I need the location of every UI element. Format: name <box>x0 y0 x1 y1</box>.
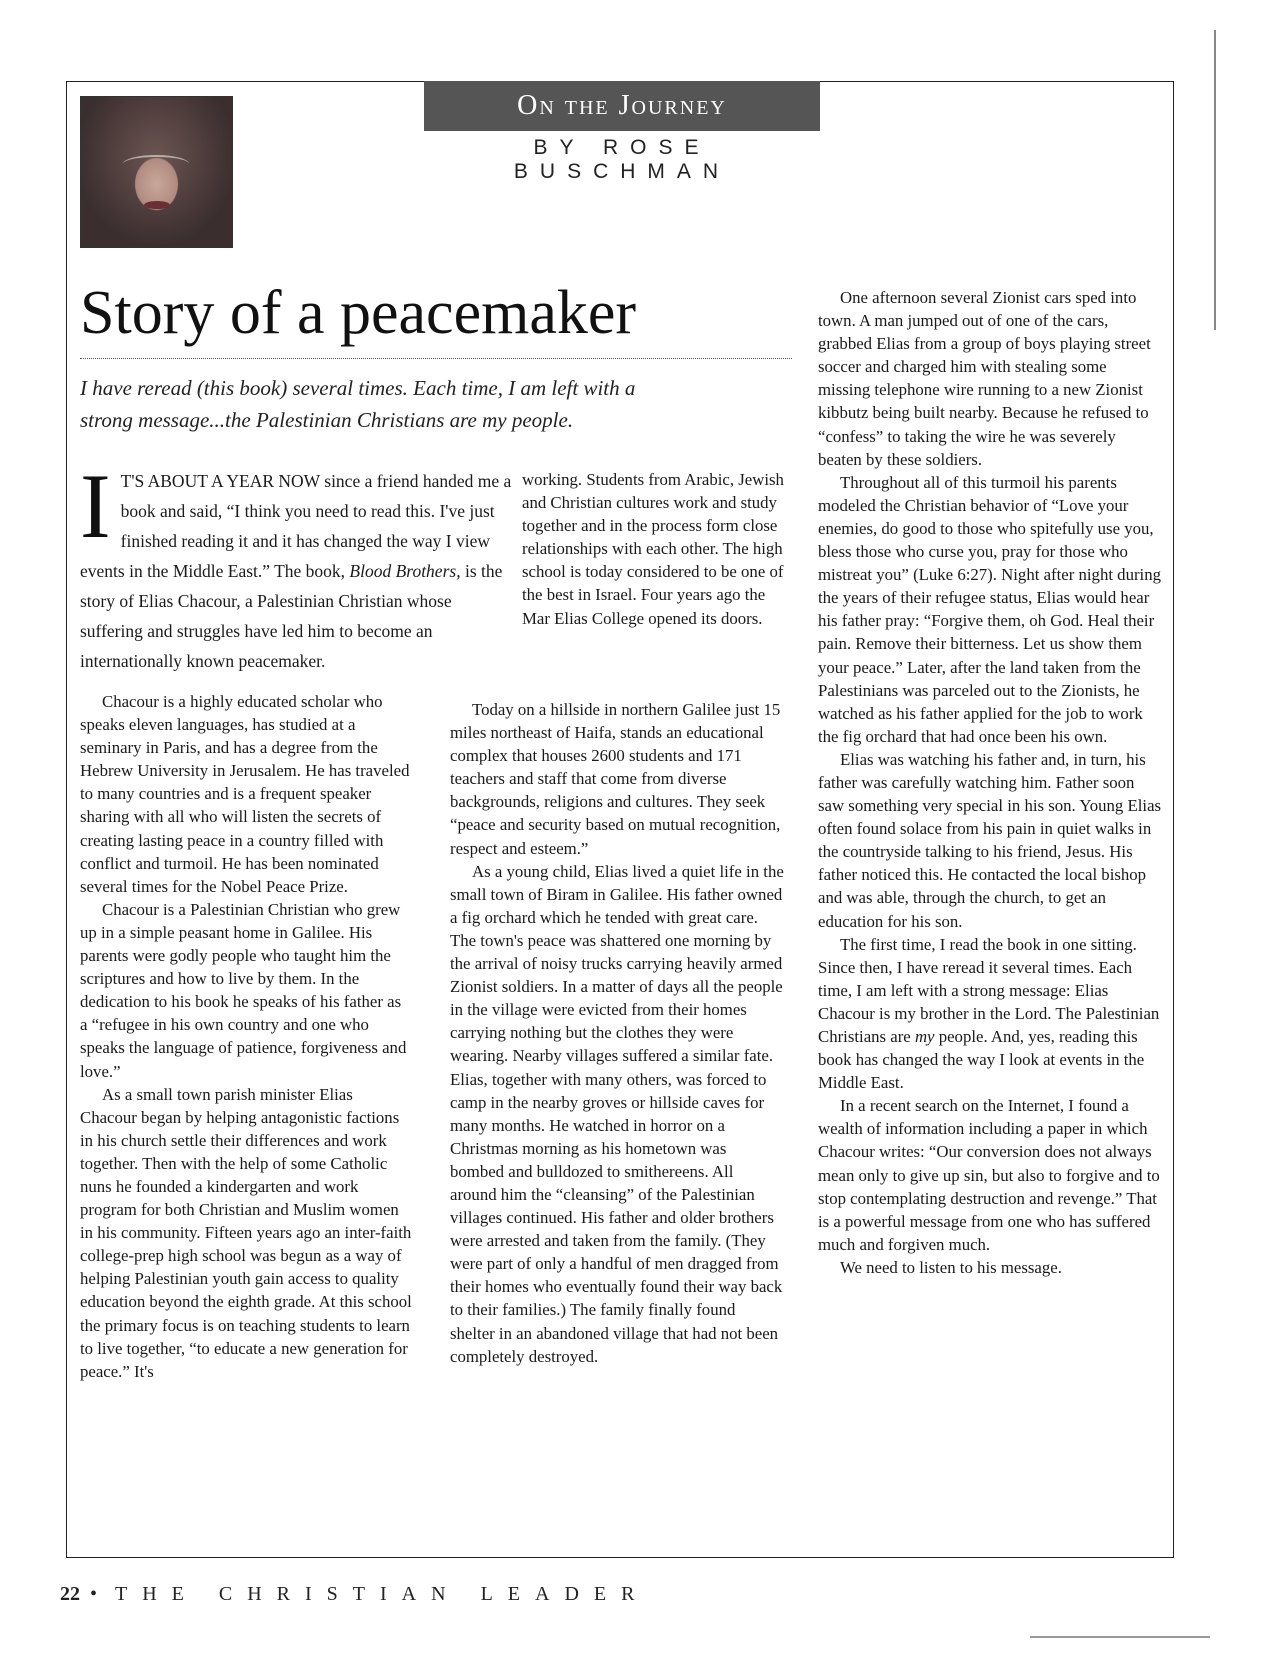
book-title: Blood Brothers, <box>349 561 461 581</box>
mouth-shape <box>144 201 170 209</box>
column-1 <box>80 690 412 1383</box>
lead-paragraph <box>80 455 516 676</box>
text-span: The first time, I read the book in one sitting. Since then, I have reread it several times. Each time, I am left with a strong message: Elias Chacour is my brother in the Lord. The Palestinian Christians are <box>818 934 1160 1046</box>
paragraph: We need to listen to his message. <box>840 1257 1062 1277</box>
lead-text-1: T'S ABOUT A YEAR NOW since a friend handed me a book and said, “I think you need to read this. I've just finished reading it and it has changed the way I view events in the Middle East.” The book, <box>80 471 512 581</box>
paragraph: Today on a hillside in northern Galilee just 15 miles northeast of Haifa, stands an educational complex that houses 2600 students and 171 teachers and staff that come from diverse backgrounds, religions and cultures. They seek “peace and security based on mutual recognition, respect and esteem.” <box>450 700 781 858</box>
lead-text-2: is the story of Elias Chacour, a Palestinian Christian whose suffering and struggles have led him to become an internationally known peacemaker. <box>80 561 503 671</box>
scan-edge-line <box>1030 1636 1210 1638</box>
paragraph: Chacour is a highly educated scholar who speaks eleven languages, has studied at a seminary in Paris, and has a degree from the Hebrew University in Jerusalem. He has traveled to many countries and is a frequent speaker sharing with all who will listen the secrets of creating lasting peace in a country filled with conflict and turmoil. He has been nominated several times for the Nobel Peace Prize. <box>80 692 410 896</box>
column-banner: On the Journey <box>424 81 820 131</box>
byline: BY ROSE BUSCHMAN <box>513 136 731 183</box>
emphasis: my <box>914 1027 935 1046</box>
glasses-shape <box>123 155 189 173</box>
paragraph: Elias was watching his father and, in turn, his father was carefully watching him. Father soon saw something very special in his son. Young Elias often found solace from his pain in quiet walks in the countryside talking to his friend, Jesus. His father noticed this. He contacted the local bishop and was able, through the church, to get an education for his son. <box>818 749 1162 931</box>
drop-cap: I <box>80 455 111 557</box>
column-2-top <box>522 468 784 630</box>
paragraph: Chacour is a Palestinian Christian who grew up in a simple peasant home in Galilee. His parents were godly people who taught him the scriptures and how to live by them. In the dedication to his book he speaks of his father as a “refugee in his own country and one who speaks the language of patience, forgiveness and love.” <box>80 899 407 1081</box>
paragraph: Throughout all of this turmoil his parents modeled the Christian behavior of “Love your enemies, do good to those who spitefully use you, bless those who curse you, pray for those who mistreat you” (Luke 6:27). Night after night during the years of their refugee status, Elias would hear his father pray: “Forgive them, oh God. Heal their pain. Remove their bitterness. Let us show them your peace.” Later, after the land taken from the Palestinians was parceled out to the Zionists, he watched as his father applied for the job to work the fig orchard that had once been his own. <box>818 472 1161 746</box>
footer-bullet: • <box>90 1583 98 1605</box>
author-photo <box>80 96 233 248</box>
deck-quote: I have reread (this book) several times. Each time, I am left with a strong message...the Palestinian Christians are my people. <box>80 376 636 432</box>
paragraph: working. Students from Arabic, Jewish and Christian cultures work and study together and in the process form close relationships with each other. The high school is today considered to be one of the best in Israel. Four years ago the Mar Elias College opened its doors. <box>522 470 784 628</box>
paragraph: As a young child, Elias lived a quiet life in the small town of Biram in Galilee. His father owned a fig orchard which he tended with great care. The town's peace was shattered one morning by the arrival of noisy trucks carrying heavily armed Zionist soldiers. In a matter of days all the people in the village were evicted from their homes carrying nothing but the clothes they were wearing. Nearby villages suffered a similar fate. Elias, together with many others, was forced to camp in the nearby groves or hillside caves for many months. He watched in horror on a Christmas morning as his hometown was bombed and bulldozed to smithereens. All around him the “cleansing” of the Palestinian villages continued. His father and older brothers were arrested and taken from the family. (They were part of only a handful of men dragged from their homes who eventually found their way back to their families.) The family finally found shelter in an abandoned village that had not been completely destroyed. <box>450 861 784 1366</box>
paragraph: As a small town parish minister Elias Chacour began by helping antagonistic factions in his church settle their differences and work together. Then with the help of some Catholic nuns he founded a kindergarten and work program for both Christian and Muslim women in his community. Fifteen years ago an inter-faith college-prep high school was begun as a way of helping Palestinian youth gain access to quality education beyond the eighth grade. At this school the primary focus is on teaching students to learn to live together, “to educate a new generation for peace.” It's <box>80 1084 412 1381</box>
page-number: 22 <box>60 1583 80 1605</box>
column-3 <box>818 286 1162 1279</box>
column-2 <box>450 698 784 1368</box>
paragraph <box>818 933 1162 1095</box>
text-span: people. And, yes, reading this book has changed the way I look at events in the Middle East. <box>818 1027 1145 1093</box>
scan-edge-line <box>1214 30 1216 330</box>
paragraph: In a recent search on the Internet, I found a wealth of information including a paper in which Chacour writes: “Our conversion does not always mean only to give up sin, but also to forgive and to stop contemplating destruction and revenge.” That is a powerful message from one who has suffered much and forgiven much. <box>818 1096 1160 1254</box>
paragraph: One afternoon several Zionist cars sped into town. A man jumped out of one of the cars, grabbed Elias from a group of boys playing street soccer and charged him with stealing some missing telephone wire running to a new Zionist kibbutz being built nearby. Because he refused to “confess” to taking the wire he was severely beaten by these soldiers. <box>818 288 1151 469</box>
dotted-rule <box>80 358 792 359</box>
headline: Story of a peacemaker <box>80 279 637 347</box>
page-footer <box>60 1583 649 1606</box>
publication-name: THE CHRISTIAN LEADER <box>115 1583 650 1605</box>
